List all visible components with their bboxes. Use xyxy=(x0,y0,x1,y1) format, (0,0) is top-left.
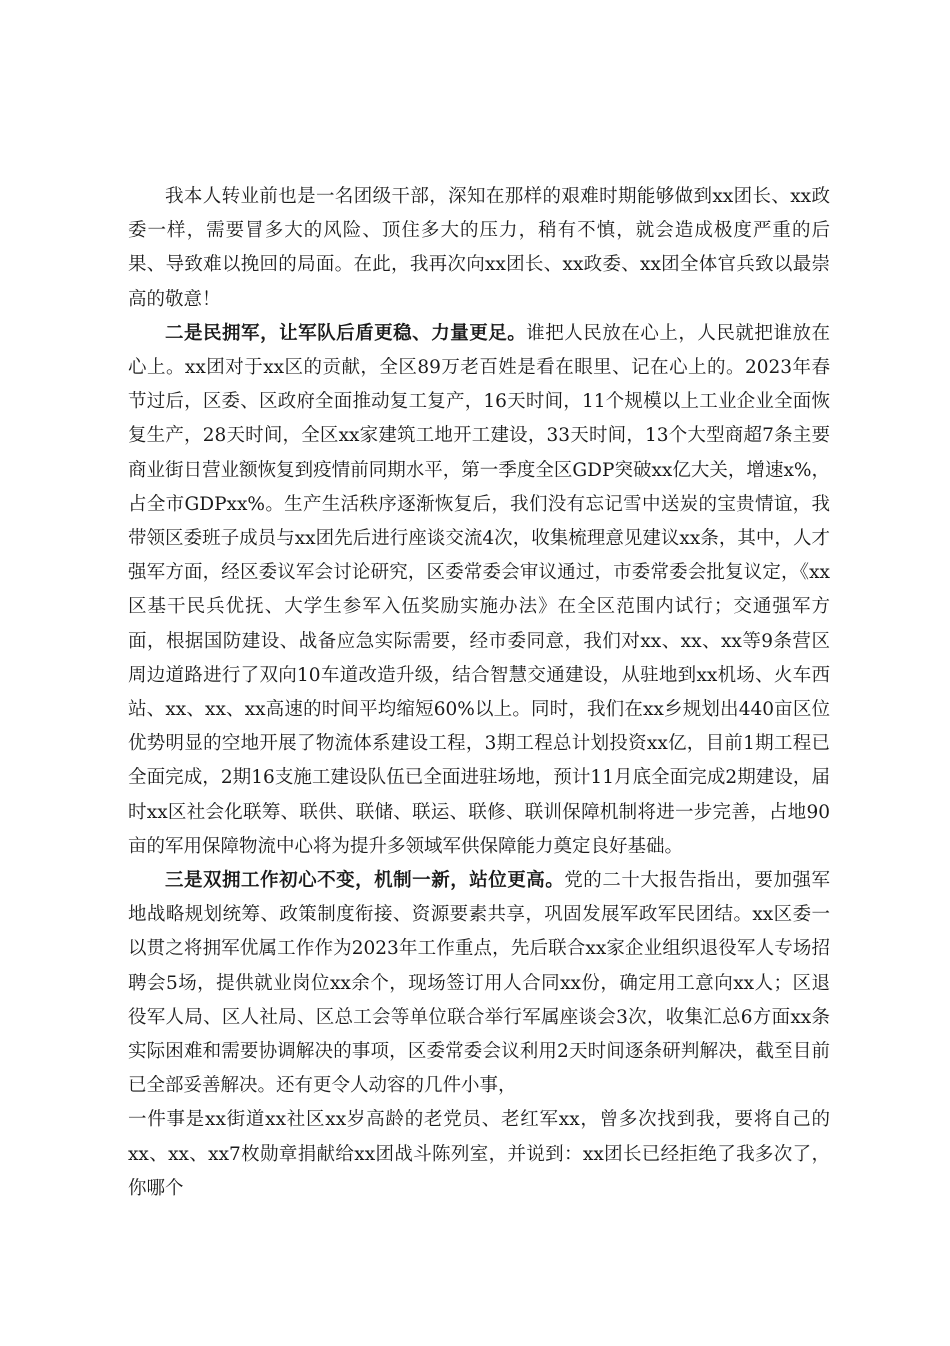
paragraph-text: 一件事是xx街道xx社区xx岁高龄的老党员、老红军xx，曾多次找到我，要将自己的xx、xx、xx7枚勋章捐献给xx团战斗陈列室，并说到：xx团长已经拒绝了我多次了，你哪个 xyxy=(128,1109,830,1199)
paragraph-tribute xyxy=(128,180,830,317)
paragraph-dual-support-mechanism xyxy=(128,864,830,1103)
paragraph-text: 我本人转业前也是一名团级干部，深知在那样的艰难时期能够做到xx团长、xx政委一样，需要冒多大的风险、顶住多大的压力，稍有不慎，就会造成极度严重的后果、导致难以挽回的局面。在此，我再次向xx团长、xx政委、xx团全体官兵致以最崇高的敬意！ xyxy=(128,186,830,310)
paragraph-text: 党的二十大报告指出，要加强军地战略规划统筹、政策制度衔接、资源要素共享，巩固发展军政军民团结。xx区委一以贯之将拥军优属工作作为2023年工作重点，先后联合xx家企业组织退役军人专场招聘会5场，提供就业岗位xx余个，现场签订用人合同xx份，确定用工意向xx人；区退役军人局、区人社局、区总工会等单位联合举行军属座谈会3次，收集汇总6方面xx条实际困难和需要协调解决的事项，区委常委会议利用2天时间逐条研判解决，截至目前已全部妥善解决。还有更令人动容的几件小事， xyxy=(128,870,830,1097)
document-body xyxy=(128,180,830,1206)
paragraph-heading: 二是民拥军，让军队后盾更稳、力量更足。 xyxy=(165,322,527,344)
paragraph-veteran-story xyxy=(128,1103,830,1206)
paragraph-heading: 三是双拥工作初心不变，机制一新，站位更高。 xyxy=(165,870,565,892)
paragraph-text: 谁把人民放在心上，人民就把谁放在心上。xx团对于xx区的贡献，全区89万老百姓是看在眼里、记在心上的。2023年春节过后，区委、区政府全面推动复工复产，16天时间，11个规模以上工业企业全面恢复生产，28天时间，全区xx家建筑工地开工建设，33天时间，13个大型商超7条主要商业街日营业额恢复到疫情前同期水平，第一季度全区GDP突破xx亿大关，增速x%，占全市GDPxx%。生产生活秩序逐渐恢复后，我们没有忘记雪中送炭的宝贵情谊，我带领区委班子成员与xx团先后进行座谈交流4次，收集梳理意见建议xx条，其中，人才强军方面，经区委议军会讨论研究，区委常委会审议通过，市委常委会批复议定，《xx区基干民兵优抚、大学生参军入伍奖励实施办法》在全区范围内试行；交通强军方面，根据国防建设、战备应急实际需要，经市委同意，我们对xx、xx、xx等9条营区周边道路进行了双向10车道改造升级，结合智慧交通建设，从驻地到xx机场、火车西站、xx、xx、xx高速的时间平均缩短60%以上。同时，我们在xx乡规划出440亩区位优势明显的空地开展了物流体系建设工程，3期工程总计划投资xx亿，目前1期工程已全面完成，2期16支施工建设队伍已全面进驻场地，预计11月底全面完成2期建设，届时xx区社会化联筹、联供、联储、联运、联修、联训保障机制将进一步完善，占地90亩的军用保障物流中心将为提升多领域军供保障能力奠定良好基础。 xyxy=(128,322,830,857)
paragraph-civilians-support-army xyxy=(128,317,830,864)
